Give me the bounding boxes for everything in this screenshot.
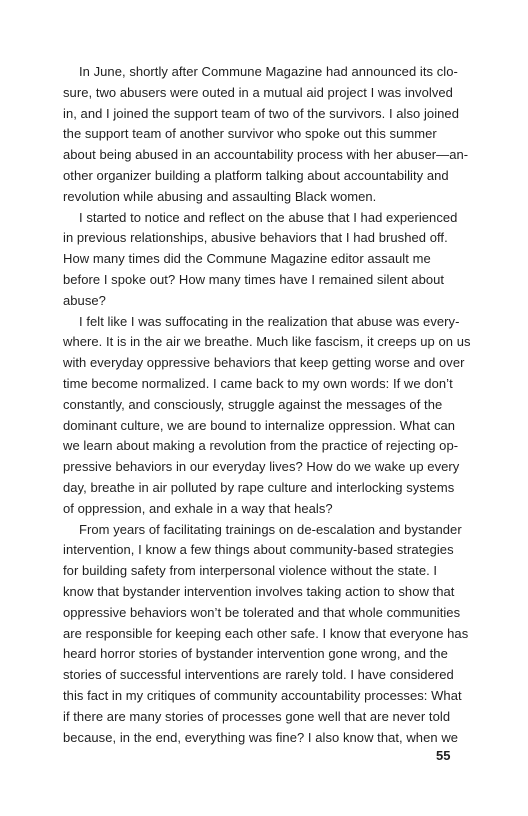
text-line: where. It is in the air we breathe. Much like fascism, it creeps up on us bbox=[63, 334, 471, 350]
text-line: I felt like I was suffocating in the realization that abuse was every- bbox=[79, 313, 460, 329]
paragraph-1 bbox=[63, 62, 469, 208]
text-line: dominant culture, we are bound to internalize oppression. What can bbox=[63, 417, 456, 433]
text-line: day, breathe in air polluted by rape culture and interlocking systems bbox=[63, 479, 455, 495]
page-number: 55 bbox=[436, 748, 451, 763]
text-line: intervention, I know a few things about community-based strategies bbox=[63, 542, 454, 558]
paragraph-2 bbox=[63, 208, 465, 312]
text-line: In June, shortly after Commune Magazine had announced its clo- bbox=[79, 64, 458, 79]
body-text bbox=[63, 62, 471, 748]
text-line: oppressive behaviors won’t be tolerated and that whole communities bbox=[63, 604, 461, 620]
text-line: before I spoke out? How many times have I remained silent about bbox=[63, 271, 445, 287]
paragraph-3 bbox=[63, 312, 471, 520]
text-line: this fact in my critiques of community accountability processes: What bbox=[63, 687, 462, 703]
text-line: for building safety from interpersonal violence without the state. I bbox=[63, 563, 438, 579]
text-line: sure, two abusers were outed in a mutual aid project I was involved bbox=[63, 84, 453, 100]
text-line: we learn about making a revolution from the practice of rejecting op- bbox=[63, 438, 459, 454]
text-line: constantly, and consciously, struggle against the messages of the bbox=[63, 396, 443, 412]
text-line: with everyday oppressive behaviors that keep getting worse and over bbox=[63, 355, 465, 371]
text-line: about being abused in an accountability process with her abuser—an- bbox=[63, 147, 469, 163]
text-line: the support team of another survivor who spoke out this summer bbox=[63, 126, 437, 142]
text-line: in previous relationships, abusive behaviors that I had brushed off. bbox=[63, 230, 448, 246]
text-line: I started to notice and reflect on the abuse that I had experienced bbox=[79, 209, 458, 225]
text-line: other organizer building a platform talking about accountability and bbox=[63, 167, 449, 183]
text-line: because, in the end, everything was fine? I also know that, when we bbox=[63, 729, 459, 745]
text-line: if there are many stories of processes gone well that are never told bbox=[63, 708, 451, 724]
text-line: From years of facilitating trainings on de-escalation and bystander bbox=[79, 521, 462, 537]
text-line: heard horror stories of bystander intervention gone wrong, and the bbox=[63, 646, 448, 662]
paragraph-4 bbox=[63, 520, 469, 749]
text-line: time become normalized. I came back to my own words: If we don’t bbox=[63, 375, 453, 391]
text-line: stories of successful interventions are rarely told. I have considered bbox=[63, 667, 454, 683]
text-line: How many times did the Commune Magazine editor assault me bbox=[63, 251, 431, 267]
text-line: revolution while abusing and assaulting Black women. bbox=[63, 188, 377, 204]
text-line: know that bystander intervention involves taking action to show that bbox=[63, 583, 455, 599]
text-line: abuse? bbox=[63, 292, 106, 308]
text-line: pressive behaviors in our everyday lives? How do we wake up every bbox=[63, 459, 460, 475]
text-line: in, and I joined the support team of two of the survivors. I also joined bbox=[63, 105, 459, 121]
text-line: are responsible for keeping each other safe. I know that everyone has bbox=[63, 625, 469, 641]
text-line: of oppression, and exhale in a way that heals? bbox=[63, 500, 333, 516]
